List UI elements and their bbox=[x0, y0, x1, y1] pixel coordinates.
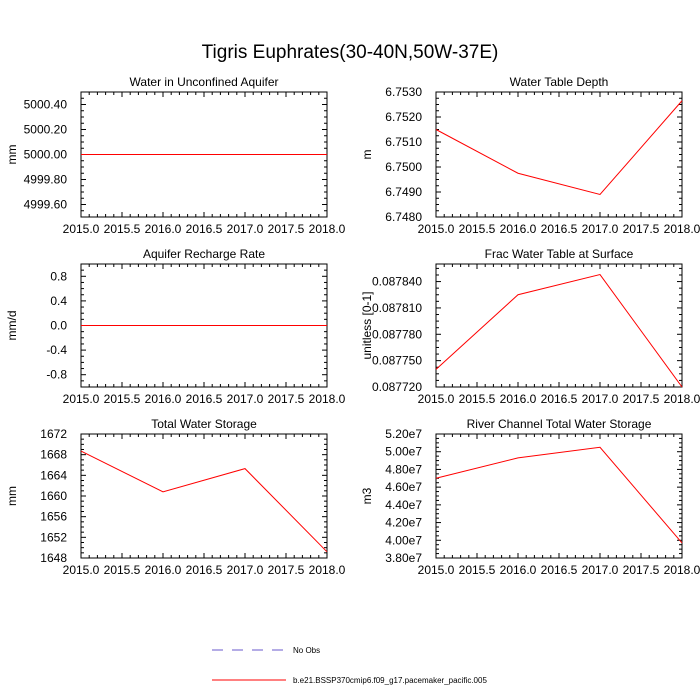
y-tick-label: 3.80e7 bbox=[385, 551, 422, 565]
x-tick-label: 2015.5 bbox=[103, 392, 141, 406]
y-tick-label: 0.087840 bbox=[371, 274, 422, 289]
x-tick-label: 2018.0 bbox=[663, 392, 700, 406]
y-tick-label: 4.20e7 bbox=[385, 515, 422, 530]
y-tick-label: 0.087780 bbox=[371, 327, 422, 342]
y-tick-label: 6.7500 bbox=[385, 160, 422, 174]
x-tick-label: 2015.5 bbox=[458, 392, 496, 406]
y-tick-label: 5.00e7 bbox=[385, 444, 422, 459]
y-tick-label: 4.60e7 bbox=[385, 480, 422, 495]
y-tick-label: 4.40e7 bbox=[385, 497, 422, 512]
y-tick-label: 5000.00 bbox=[23, 147, 67, 162]
legend-label-model: b.e21.BSSP370cmip6.f09_g17.pacemaker_pacific.005 bbox=[293, 676, 487, 685]
panel-river-channel-total-water-storage bbox=[360, 417, 700, 577]
x-tick-label: 2018.0 bbox=[663, 563, 700, 577]
x-tick-label: 2017.0 bbox=[226, 563, 264, 577]
x-tick-label: 2016.5 bbox=[185, 563, 223, 577]
x-tick-label: 2018.0 bbox=[663, 222, 700, 236]
y-tick-label: 0.8 bbox=[50, 269, 67, 284]
y-tick-label: 1672 bbox=[40, 427, 67, 441]
x-tick-label: 2015.5 bbox=[103, 563, 141, 577]
figure-title: Tigris Euphrates(30-40N,50W-37E) bbox=[201, 42, 499, 63]
y-axis-label: unitless [0-1] bbox=[360, 291, 374, 360]
y-tick-label: 6.7510 bbox=[385, 135, 422, 149]
x-tick-label: 2018.0 bbox=[308, 392, 346, 406]
plot-frame bbox=[436, 264, 682, 387]
x-tick-label: 2016.0 bbox=[144, 222, 182, 236]
series-line bbox=[436, 101, 682, 195]
x-tick-label: 2016.0 bbox=[499, 392, 537, 406]
y-tick-label: 1652 bbox=[40, 530, 67, 545]
x-tick-label: 2016.5 bbox=[540, 563, 578, 577]
panel-title: Aquifer Recharge Rate bbox=[142, 247, 266, 261]
y-axis-label: mm bbox=[5, 486, 19, 506]
x-tick-label: 2016.0 bbox=[499, 222, 537, 236]
x-tick-label: 2017.5 bbox=[622, 392, 660, 406]
x-tick-label: 2015.5 bbox=[103, 222, 141, 236]
x-tick-label: 2016.0 bbox=[144, 563, 182, 577]
x-tick-label: 2015.5 bbox=[458, 222, 496, 236]
y-axis-label: m bbox=[360, 149, 374, 160]
legend bbox=[212, 646, 487, 685]
chart-panels bbox=[5, 75, 700, 577]
y-tick-label: 0.4 bbox=[50, 293, 67, 308]
x-tick-label: 2017.0 bbox=[581, 222, 619, 236]
panel-title: Water Table Depth bbox=[509, 75, 609, 89]
x-tick-label: 2015.0 bbox=[62, 563, 100, 577]
y-tick-label: 1664 bbox=[40, 468, 67, 483]
panel-water-table-depth bbox=[360, 75, 700, 236]
panel-total-water-storage bbox=[5, 417, 346, 577]
y-tick-label: 4999.60 bbox=[23, 197, 67, 212]
x-tick-label: 2016.0 bbox=[144, 392, 182, 406]
x-tick-label: 2016.5 bbox=[185, 222, 223, 236]
y-axis-label: m3 bbox=[360, 487, 374, 505]
x-tick-label: 2015.5 bbox=[458, 563, 496, 577]
y-tick-label: 0.0 bbox=[50, 318, 67, 333]
y-tick-label: 4.80e7 bbox=[385, 462, 422, 477]
y-axis-label: mm/d bbox=[5, 310, 19, 341]
x-tick-label: 2015.0 bbox=[62, 392, 100, 406]
panel-title: Total Water Storage bbox=[151, 417, 257, 431]
y-tick-label: 5.20e7 bbox=[385, 427, 422, 441]
panel-title: Frac Water Table at Surface bbox=[484, 247, 634, 261]
x-tick-label: 2016.5 bbox=[185, 392, 223, 406]
x-tick-label: 2016.0 bbox=[499, 563, 537, 577]
y-tick-label: 5000.20 bbox=[23, 122, 67, 137]
x-tick-label: 2017.5 bbox=[622, 222, 660, 236]
y-tick-label: 6.7530 bbox=[385, 85, 422, 99]
x-tick-label: 2017.0 bbox=[581, 392, 619, 406]
x-tick-label: 2015.0 bbox=[417, 222, 455, 236]
y-tick-label: 1656 bbox=[40, 509, 67, 524]
y-tick-label: 1660 bbox=[40, 489, 67, 503]
x-tick-label: 2015.0 bbox=[417, 563, 455, 577]
plot-frame bbox=[81, 434, 327, 558]
legend-label-no-obs: No Obs bbox=[293, 646, 321, 655]
y-tick-label: 5000.40 bbox=[23, 97, 67, 112]
x-tick-label: 2015.0 bbox=[62, 222, 100, 236]
panel-frac-water-table-at-surface bbox=[360, 247, 700, 406]
x-tick-label: 2016.5 bbox=[540, 392, 578, 406]
y-tick-label: 0.087750 bbox=[371, 353, 422, 368]
x-tick-label: 2017.0 bbox=[226, 222, 264, 236]
series-line bbox=[81, 451, 327, 552]
x-tick-label: 2016.5 bbox=[540, 222, 578, 236]
panel-water-in-unconfined-aquifer bbox=[5, 75, 346, 236]
x-tick-label: 2018.0 bbox=[308, 563, 346, 577]
y-tick-label: 6.7480 bbox=[385, 210, 422, 224]
y-tick-label: 4.00e7 bbox=[385, 533, 422, 548]
x-tick-label: 2017.5 bbox=[267, 222, 305, 236]
series-line bbox=[436, 447, 682, 543]
y-axis-label: mm bbox=[5, 144, 19, 165]
panel-title: Water in Unconfined Aquifer bbox=[129, 75, 279, 89]
panel-title: River Channel Total Water Storage bbox=[466, 417, 652, 431]
y-tick-label: 6.7490 bbox=[385, 185, 422, 199]
x-tick-label: 2017.0 bbox=[581, 563, 619, 577]
y-tick-label: -0.4 bbox=[46, 343, 67, 358]
y-tick-label: 0.087810 bbox=[371, 300, 422, 315]
x-tick-label: 2018.0 bbox=[308, 222, 346, 236]
x-tick-label: 2017.5 bbox=[267, 392, 305, 406]
series-line bbox=[436, 275, 682, 387]
y-tick-label: 1668 bbox=[40, 447, 67, 462]
plot-frame bbox=[436, 92, 682, 217]
x-tick-label: 2017.5 bbox=[622, 563, 660, 577]
x-tick-label: 2015.0 bbox=[417, 392, 455, 406]
y-tick-label: 1648 bbox=[40, 551, 67, 565]
y-tick-label: -0.8 bbox=[46, 367, 67, 382]
x-tick-label: 2017.5 bbox=[267, 563, 305, 577]
y-tick-label: 0.087720 bbox=[371, 380, 422, 394]
y-tick-label: 4999.80 bbox=[23, 172, 67, 187]
y-tick-label: 6.7520 bbox=[385, 110, 422, 124]
panel-aquifer-recharge-rate bbox=[5, 247, 346, 406]
x-tick-label: 2017.0 bbox=[226, 392, 264, 406]
